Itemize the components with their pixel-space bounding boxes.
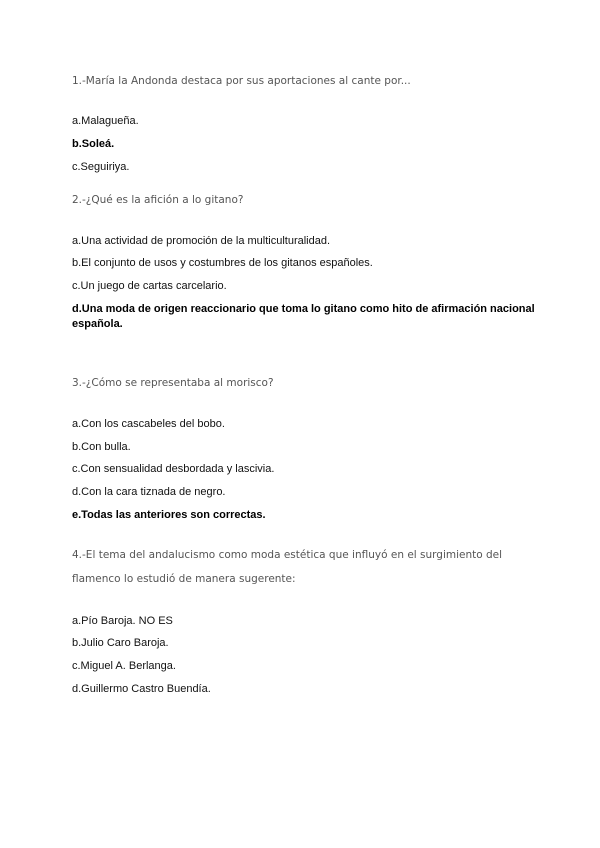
question-1-option-c: c.Seguiriya. <box>72 161 130 173</box>
question-4-text: 4.-El tema del andalucismo como moda estética que influyó en el surgimiento del flamenco lo estudió de manera sugerente: <box>72 549 503 585</box>
question-3-option-c: c.Con sensualidad desbordada y lascivia. <box>72 463 275 475</box>
question-3-option-b: b.Con bulla. <box>72 441 131 453</box>
question-3-option-a: a.Con los cascabeles del bobo. <box>72 418 225 430</box>
question-2-option-c: c.Un juego de cartas carcelario. <box>72 280 227 292</box>
question-3-text: 3.-¿Cómo se representaba al morisco? <box>72 377 274 389</box>
question-1-option-a: a.Malagueña. <box>72 115 139 127</box>
question-4-option-b: b.Julio Caro Baroja. <box>72 637 169 649</box>
question-3-option-e-correct: e.Todas las anteriores son correctas. <box>72 509 266 521</box>
question-1-text: 1.-María la Andonda destaca por sus aportaciones al cante por... <box>72 75 411 87</box>
question-4-option-c: c.Miguel A. Berlanga. <box>72 660 176 672</box>
question-1-option-b-correct: b.Soleá. <box>72 138 115 150</box>
question-2-text: 2.-¿Qué es la afición a lo gitano? <box>72 194 244 206</box>
question-4-option-a: a.Pío Baroja. NO ES <box>72 615 173 627</box>
question-3-option-d: d.Con la cara tiznada de negro. <box>72 486 226 498</box>
question-2-option-a: a.Una actividad de promoción de la multiculturalidad. <box>72 235 331 247</box>
question-2-option-b: b.El conjunto de usos y costumbres de los gitanos españoles. <box>72 257 373 269</box>
question-2-option-d-correct: d.Una moda de origen reaccionario que toma lo gitano como hito de afirmación nacional española. <box>72 303 535 330</box>
question-4-option-d: d.Guillermo Castro Buendía. <box>72 683 211 695</box>
